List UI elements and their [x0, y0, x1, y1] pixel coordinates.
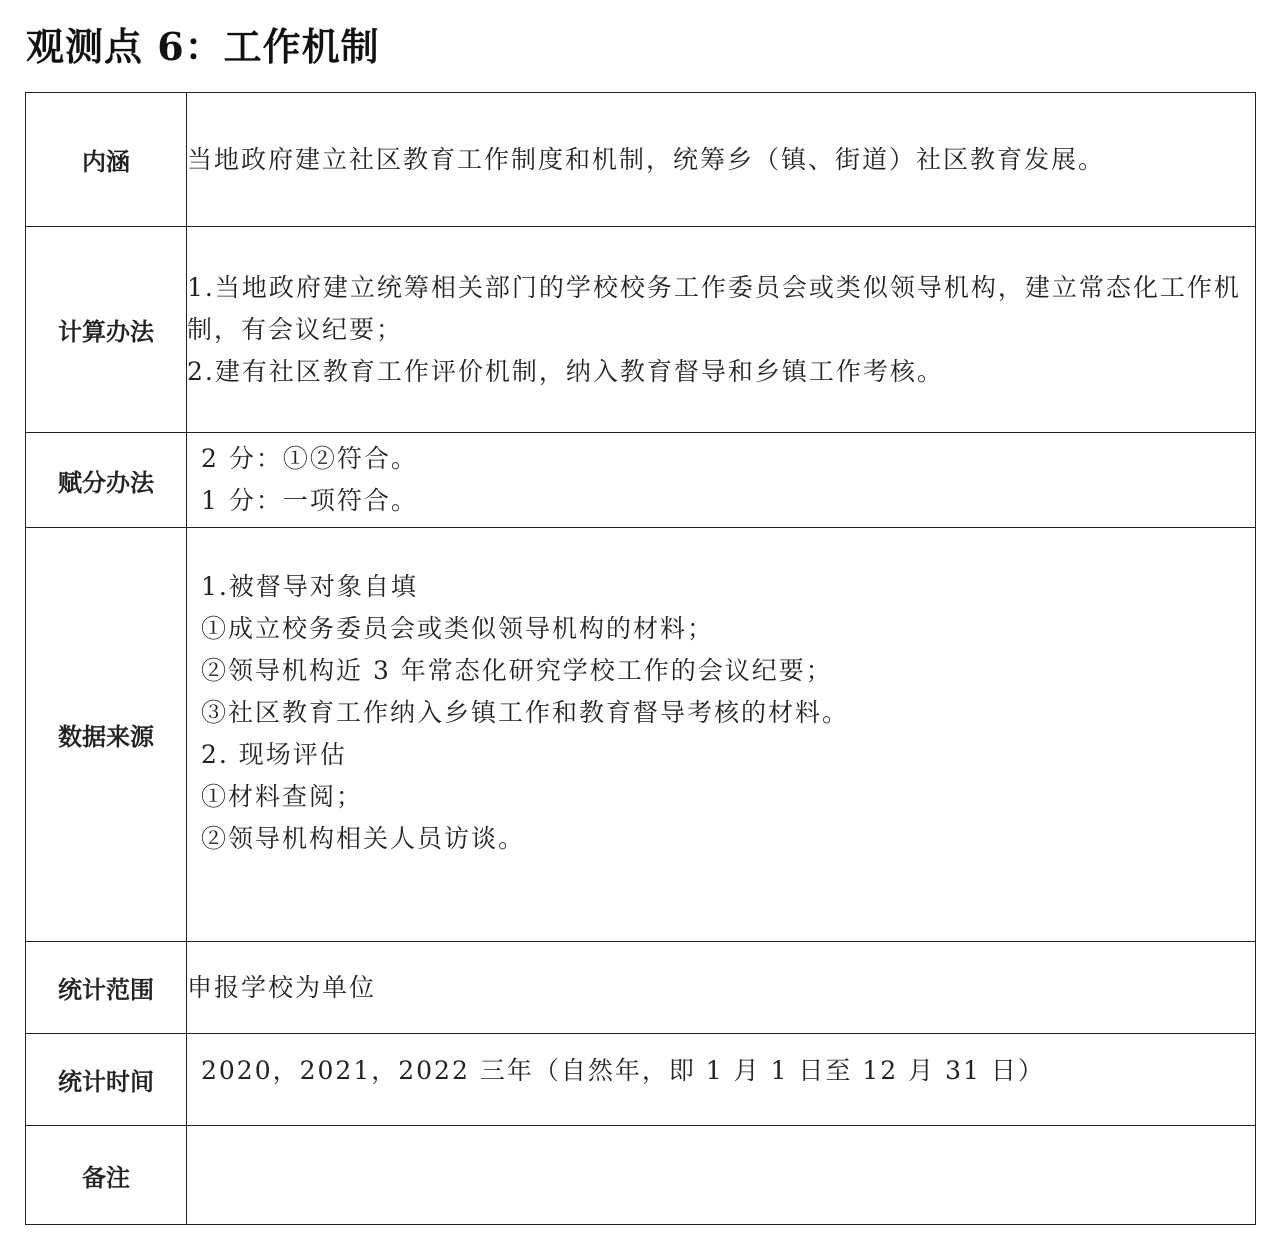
fanwei-line-1: 申报学校为单位: [187, 972, 377, 1002]
neihan-line-1: 当地政府建立社区教育工作制度和机制，统筹乡（镇、街道）社区教育发展。: [187, 144, 1106, 174]
shijian-line-1: 2020，2021，2022 三年（自然年，即 1 月 1 日至 12 月 31 日）: [201, 1055, 1045, 1085]
row-fufen: [26, 433, 1256, 528]
row-fanwei: [26, 942, 1256, 1034]
label-shuju: 数据来源: [26, 528, 187, 942]
label-jisuan: 计算办法: [26, 227, 187, 433]
value-fufen: [187, 433, 1256, 528]
page-title: 观测点 6：工作机制: [26, 24, 380, 69]
jisuan-line-1: 1.当地政府建立统筹相关部门的学校校务工作委员会或类似领导机构，建立常态化工作机制，有会议纪要；: [187, 273, 1241, 344]
shuju-line-7: ②领导机构相关人员访谈。: [201, 824, 526, 853]
shuju-line-5: 2. 现场评估: [201, 740, 347, 769]
indicator-table: [25, 92, 1256, 1225]
shuju-line-1: 1.被督导对象自填: [201, 572, 418, 601]
shuju-line-6: ①材料查阅；: [201, 782, 364, 811]
row-shijian: [26, 1034, 1256, 1126]
fufen-line-2: 1 分：一项符合。: [201, 486, 418, 515]
label-fufen: 赋分办法: [26, 433, 187, 528]
shuju-line-4: ③社区教育工作纳入乡镇工作和教育督导考核的材料。: [201, 698, 850, 727]
shuju-line-3: ②领导机构近 3 年常态化研究学校工作的会议纪要；: [201, 656, 833, 685]
value-shuju: [187, 528, 1256, 942]
row-jisuan: [26, 227, 1256, 433]
jisuan-line-2: 2.建有社区教育工作评价机制，纳入教育督导和乡镇工作考核。: [187, 357, 944, 386]
row-beizhu: [26, 1126, 1256, 1225]
label-shijian: 统计时间: [26, 1034, 187, 1126]
row-shuju: [26, 528, 1256, 942]
fufen-line-1: 2 分：①②符合。: [201, 444, 418, 473]
label-fanwei: 统计范围: [26, 942, 187, 1034]
value-jisuan: [187, 227, 1256, 433]
label-neihan: 内涵: [26, 93, 187, 227]
label-beizhu: 备注: [26, 1126, 187, 1225]
row-neihan: [26, 93, 1256, 227]
shuju-line-2: ①成立校务委员会或类似领导机构的材料；: [201, 614, 715, 643]
value-beizhu: [187, 1126, 1256, 1225]
value-shijian: [187, 1034, 1256, 1126]
value-fanwei: [187, 942, 1256, 1034]
value-neihan: [187, 93, 1256, 227]
